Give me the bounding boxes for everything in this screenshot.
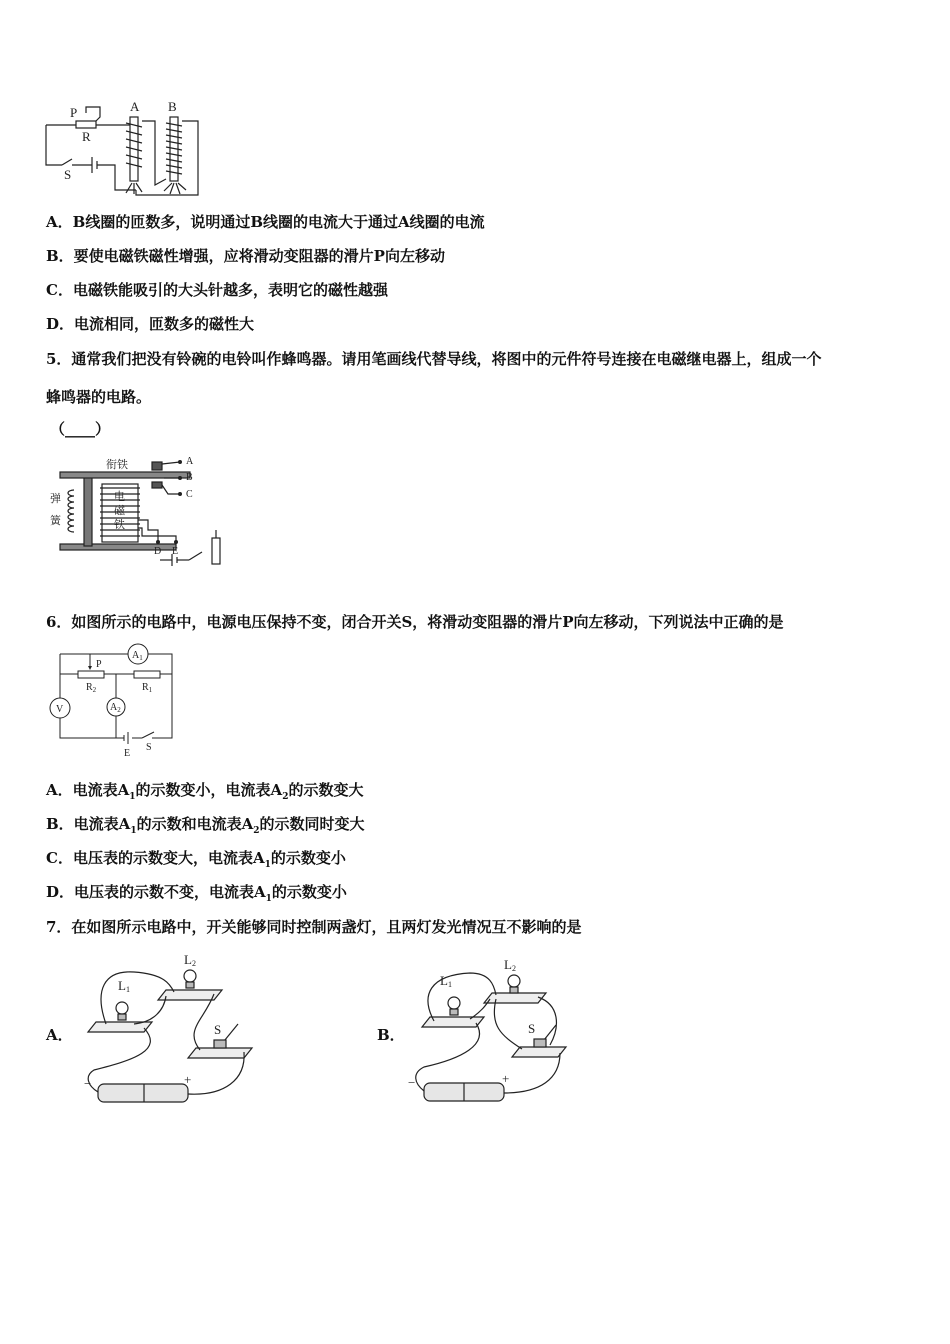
- ammeter-a1-label: A: [132, 650, 140, 661]
- terminal-d-label: D: [154, 546, 162, 557]
- q6-circuit-figure: [44, 642, 184, 762]
- q6-option-a: A．电流表$A_1$的示数变小，电流表$A_2$的示数变大: [46, 781, 364, 802]
- r2-label: R: [86, 682, 93, 693]
- q5-stem-line1: 5．通常我们把没有铃碗的电铃叫作蜂鸣器。请用笔画线代替导线，将图中的元件符号连接在电磁继电器上，组成一个: [46, 350, 822, 368]
- q4-option-a: A．B线圈的匝数多，说明通过B线圈的电流大于通过A线圈的电流: [46, 213, 485, 231]
- magnet-label-3: 铁: [114, 518, 125, 531]
- coil-a-label: A: [130, 99, 140, 114]
- magnet-label-2: 磁: [114, 504, 125, 517]
- switch-s-label: S: [64, 167, 72, 182]
- q5-relay-figure: [44, 450, 234, 590]
- a-l2-sub: 2: [191, 959, 196, 968]
- terminal-a-label: A: [186, 456, 194, 467]
- terminal-c-label: C: [186, 489, 193, 500]
- ammeter-a2-sub: 2: [117, 706, 121, 714]
- ammeter-a2-label: A: [110, 702, 118, 713]
- terminal-b-label: B: [186, 472, 193, 483]
- armature-label: 衔铁: [106, 458, 128, 471]
- voltmeter-label: V: [56, 704, 64, 715]
- svg-text:L2: [184, 952, 196, 968]
- q5-stem-line2: 蜂鸣器的电路。: [46, 388, 152, 406]
- coil-b-label: B: [168, 99, 177, 114]
- resistor-r-label: R: [82, 129, 91, 144]
- q4-option-c: C．电磁铁能吸引的大头针越多，表明它的磁性越强: [46, 281, 388, 299]
- svg-text:R1: [142, 682, 153, 694]
- a-l2-label: L: [184, 952, 192, 967]
- spring-label-1: 弹: [50, 492, 61, 505]
- svg-text:L1: [440, 973, 452, 989]
- a-plus-label: +: [184, 1072, 192, 1087]
- b-l2-label: L: [504, 957, 512, 972]
- a-l1-label: L: [118, 978, 126, 993]
- a-switch-label: S: [214, 1022, 222, 1037]
- q7-option-b-label[interactable]: B．: [377, 1026, 405, 1044]
- svg-text:L1: [118, 978, 130, 994]
- r2-sub: 2: [92, 686, 97, 694]
- ammeter-a1-sub: 1: [139, 654, 143, 662]
- terminal-e-label: E: [172, 546, 179, 557]
- q4-figure: [40, 95, 210, 200]
- b-l1-sub: 1: [447, 980, 452, 989]
- b-switch-label: S: [528, 1021, 536, 1036]
- spring-label-2: 簧: [50, 514, 61, 527]
- q7-option-a-label[interactable]: A．: [46, 1026, 73, 1044]
- magnet-label-1: 电: [114, 490, 125, 503]
- q4-option-d: D．电流相同，匝数多的磁性大: [46, 315, 255, 333]
- q6-option-b: B．电流表$A_1$的示数和电流表$A_2$的示数同时变大: [46, 815, 365, 836]
- b-plus-label: +: [502, 1071, 510, 1086]
- switch-s-label: S: [146, 742, 152, 753]
- b-l2-sub: 2: [511, 964, 516, 973]
- q6-stem: 6．如图所示的电路中，电源电压保持不变，闭合开关S，将滑动变阻器的滑片P向左移动，下列说法中正确的是: [46, 613, 784, 631]
- r1-sub: 1: [148, 686, 153, 694]
- q6-option-d: D．电压表的示数不变，电流表$A_1$的示数变小: [46, 883, 347, 904]
- q7-circuit-b-figure[interactable]: [400, 955, 580, 1110]
- slider-p-label: P: [70, 105, 78, 120]
- q6-option-c: C．电压表的示数变大，电流表$A_1$的示数变小: [46, 849, 346, 870]
- q7-stem: 7．在如图所示电路中，开关能够同时控制两盏灯，且两灯发光情况互不影响的是: [46, 918, 582, 936]
- r1-label: R: [142, 682, 149, 693]
- a-l1-sub: 1: [125, 985, 130, 994]
- battery-e-label: E: [124, 748, 131, 759]
- b-minus-label: −: [408, 1075, 416, 1090]
- slider-p-label: P: [96, 659, 102, 670]
- b-l1-label: L: [440, 973, 448, 988]
- svg-text:L2: [504, 957, 516, 973]
- a-minus-label: −: [84, 1076, 92, 1091]
- svg-text:R2: [86, 682, 97, 694]
- q5-answer-blank[interactable]: （____）: [50, 420, 111, 438]
- q4-option-b: B．要使电磁铁磁性增强，应将滑动变阻器的滑片P向左移动: [46, 247, 445, 265]
- q7-circuit-a-figure[interactable]: [74, 950, 264, 1110]
